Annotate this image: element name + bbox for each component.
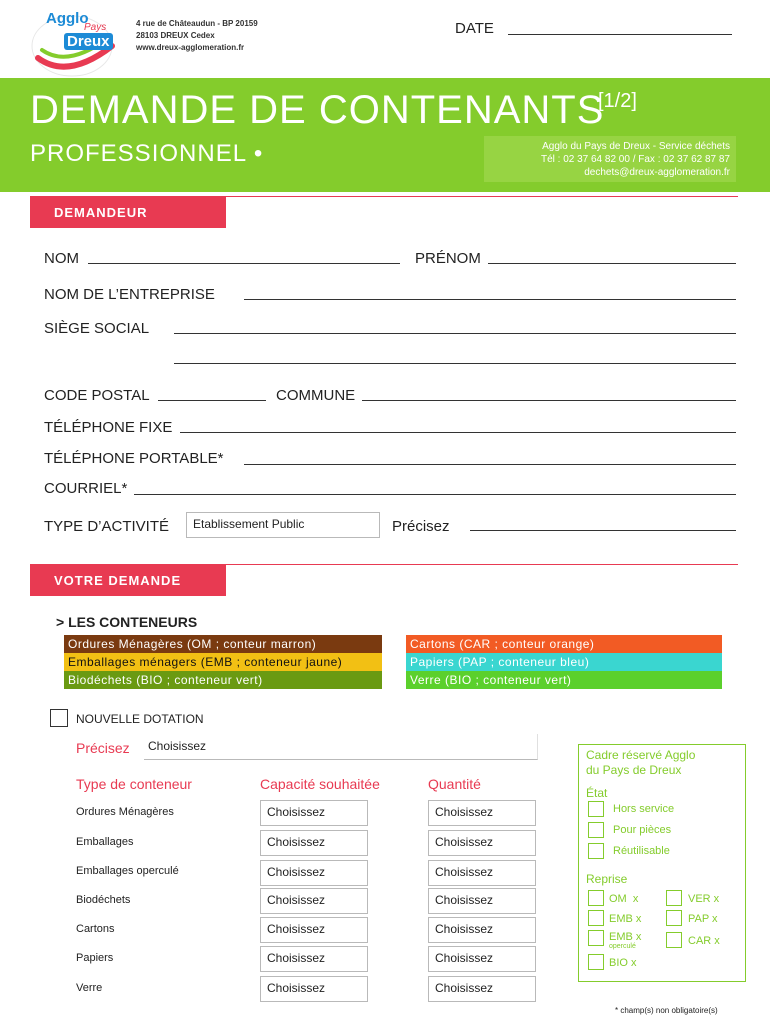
reprise-bio-checkbox[interactable]	[588, 954, 604, 970]
entreprise-field[interactable]	[244, 299, 736, 300]
row-type-label: Cartons	[76, 923, 115, 935]
type-precisez-label: Précisez	[392, 518, 450, 535]
capacite-select[interactable]: Choisissez	[260, 830, 368, 856]
page-title: DEMANDE DE CONTENANTS	[30, 88, 605, 132]
capacite-select[interactable]: Choisissez	[260, 888, 368, 914]
address-line: 4 rue de Châteaudun - BP 20159	[136, 19, 258, 28]
quantite-select[interactable]: Choisissez	[428, 917, 536, 943]
etat-label: État	[586, 786, 608, 800]
quantite-select[interactable]: Choisissez	[428, 946, 536, 972]
reutilisable-label: Réutilisable	[613, 845, 670, 857]
reprise-emb-operc-sub: operculé	[609, 943, 636, 950]
nom-label: NOM	[44, 250, 79, 267]
contact-phone: Tél : 02 37 64 82 00 / Fax : 02 37 62 87 87	[540, 154, 730, 165]
legend-om: Ordures Ménagères (OM ; conteur marron)	[64, 635, 382, 653]
capacite-select[interactable]: Choisissez	[260, 800, 368, 826]
type-precisez-field[interactable]	[470, 530, 736, 531]
hors-service-label: Hors service	[613, 803, 675, 815]
capacite-select[interactable]: Choisissez	[260, 976, 368, 1002]
precisez-select[interactable]: Choisissez	[144, 734, 538, 760]
prenom-label: PRÉNOM	[415, 250, 481, 267]
capacite-select[interactable]: Choisissez	[260, 917, 368, 943]
reprise-om-label: OM x	[609, 893, 639, 905]
reprise-om-checkbox[interactable]	[588, 890, 604, 906]
date-field[interactable]	[508, 34, 732, 35]
siege-label: SIÈGE SOCIAL	[44, 320, 150, 337]
col-capacite-header: Capacité souhaitée	[260, 776, 380, 792]
row-type-label: Biodéchets	[76, 894, 131, 906]
reserved-title-line: du Pays de Dreux	[586, 763, 682, 777]
nouvelle-dotation-checkbox[interactable]	[50, 709, 68, 727]
commune-label: COMMUNE	[276, 387, 356, 404]
prenom-field[interactable]	[488, 263, 736, 264]
section-divider	[226, 564, 738, 565]
reserved-title-line: Cadre réservé Agglo	[586, 748, 696, 762]
address-website[interactable]: www.dreux-agglomeration.fr	[136, 43, 245, 52]
reprise-ver-checkbox[interactable]	[666, 890, 682, 906]
quantite-select[interactable]: Choisissez	[428, 888, 536, 914]
legend-bio: Biodéchets (BIO ; conteneur vert)	[64, 671, 382, 689]
section-demandeur: DEMANDEUR	[30, 196, 226, 228]
legend-emb: Emballages ménagers (EMB ; conteneur jaune)	[64, 653, 382, 671]
row-type-label: Emballages operculé	[76, 865, 179, 877]
type-activite-select[interactable]: Etablissement Public	[186, 512, 380, 538]
quantite-select[interactable]: Choisissez	[428, 830, 536, 856]
tel-portable-field[interactable]	[244, 464, 736, 465]
reprise-emb-label: EMB x	[609, 913, 642, 925]
type-activite-label: TYPE D’ACTIVITÉ	[44, 518, 170, 535]
reprise-car-label: CAR x	[688, 935, 720, 947]
commune-field[interactable]	[362, 400, 736, 401]
row-type-label: Ordures Ménagères	[76, 806, 174, 818]
legend-car: Cartons (CAR ; conteur orange)	[406, 635, 722, 653]
siege-field-line2[interactable]	[174, 363, 736, 364]
nouvelle-dotation-label: NOUVELLE DOTATION	[76, 712, 204, 726]
page-subtitle: PROFESSIONNEL •	[30, 140, 264, 167]
quantite-select[interactable]: Choisissez	[428, 976, 536, 1002]
footer-note: * champ(s) non obligatoire(s)	[615, 1006, 718, 1015]
contact-email[interactable]: dechets@dreux-agglomeration.fr	[584, 167, 730, 178]
precisez-label: Précisez	[76, 740, 130, 756]
courriel-field[interactable]	[134, 494, 736, 495]
code-postal-field[interactable]	[158, 400, 266, 401]
reprise-pap-label: PAP x	[688, 913, 718, 925]
section-votre-demande: VOTRE DEMANDE	[30, 564, 226, 596]
legend-verre: Verre (BIO ; conteneur vert)	[406, 671, 722, 689]
reprise-emb-operc-checkbox[interactable]	[588, 930, 604, 946]
page-number: [1/2]	[598, 90, 637, 112]
capacite-select[interactable]: Choisissez	[260, 946, 368, 972]
logo-text-dreux: Dreux	[64, 33, 113, 50]
reprise-car-checkbox[interactable]	[666, 932, 682, 948]
address-block	[136, 18, 258, 54]
contact-box	[484, 136, 736, 182]
pour-pieces-label: Pour pièces	[613, 824, 672, 836]
pour-pieces-checkbox[interactable]	[588, 822, 604, 838]
tel-portable-label: TÉLÉPHONE PORTABLE*	[44, 450, 224, 467]
tel-fixe-field[interactable]	[180, 432, 736, 433]
entreprise-label: NOM DE L’ENTREPRISE	[44, 286, 215, 303]
row-type-label: Emballages	[76, 836, 134, 848]
logo-text-pays: Pays	[84, 22, 107, 33]
courriel-label: COURRIEL*	[44, 480, 128, 497]
reprise-pap-checkbox[interactable]	[666, 910, 682, 926]
reprise-bio-label: BIO x	[609, 957, 637, 969]
siege-field[interactable]	[174, 333, 736, 334]
conteneurs-title: > LES CONTENEURS	[56, 614, 198, 630]
nom-field[interactable]	[88, 263, 400, 264]
legend-pap: Papiers (PAP ; conteneur bleu)	[406, 653, 722, 671]
date-label: DATE	[455, 20, 494, 37]
address-line: 28103 DREUX Cedex	[136, 31, 215, 40]
quantite-select[interactable]: Choisissez	[428, 860, 536, 886]
hors-service-checkbox[interactable]	[588, 801, 604, 817]
logo-text-agglo: Agglo	[46, 10, 89, 27]
quantite-select[interactable]: Choisissez	[428, 800, 536, 826]
col-type-header: Type de conteneur	[76, 776, 192, 792]
contact-service: Agglo du Pays de Dreux - Service déchets	[542, 141, 730, 152]
col-quantite-header: Quantité	[428, 776, 481, 792]
reprise-ver-label: VER x	[688, 893, 720, 905]
capacite-select[interactable]: Choisissez	[260, 860, 368, 886]
reutilisable-checkbox[interactable]	[588, 843, 604, 859]
tel-fixe-label: TÉLÉPHONE FIXE	[44, 419, 173, 436]
reprise-emb-checkbox[interactable]	[588, 910, 604, 926]
row-type-label: Papiers	[76, 952, 114, 964]
reprise-label: Reprise	[586, 872, 628, 886]
reserved-frame	[578, 744, 746, 982]
code-postal-label: CODE POSTAL	[44, 387, 150, 404]
section-divider	[226, 196, 738, 197]
reprise-emb-operc-label: EMB x	[609, 931, 642, 943]
row-type-label: Verre	[76, 982, 103, 994]
reserved-title	[586, 748, 695, 778]
